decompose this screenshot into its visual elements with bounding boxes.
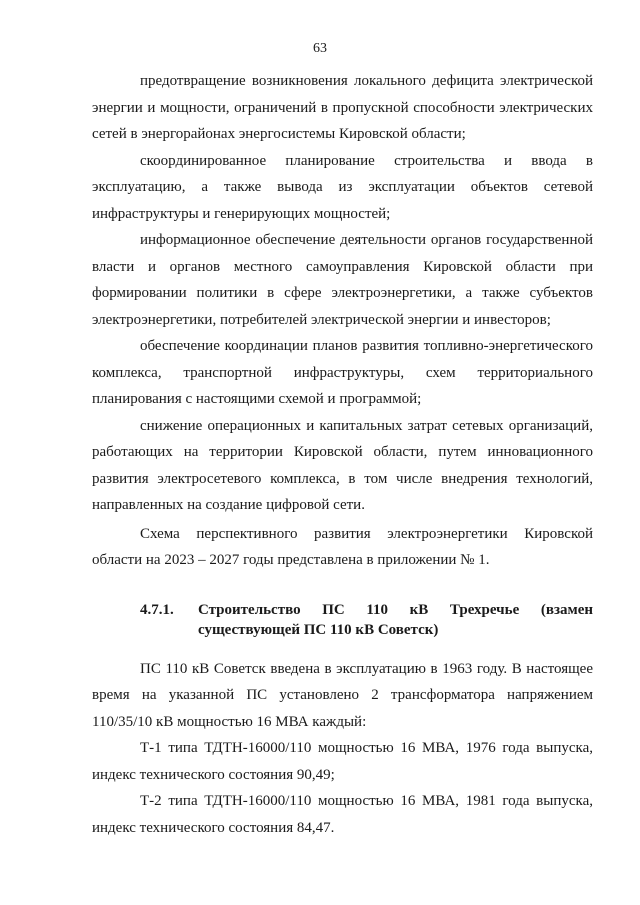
section-heading	[92, 600, 593, 640]
paragraph: информационное обеспечение деятельности органов государственной власти и органов местного самоуправления Кировской области при формировании политики в сфере электроэнергетики, а также субъектов электроэнергетики, потребителей электрической энергии и инвесторов;	[92, 232, 593, 328]
section-number: 4.7.1.	[140, 601, 174, 618]
paragraph: Схема перспективного развития электроэнергетики Кировской области на 2023 – 2027 годы представлена в приложении № 1.	[92, 525, 593, 568]
paragraph: Т-2 типа ТДТН-16000/110 мощностью 16 МВА, 1981 года выпуска, индекс технического состояния 84,47.	[92, 793, 593, 836]
section-title-line: Строительство ПС 110 кВ Трехречье (взамен	[198, 601, 593, 618]
paragraph: скоординированное планирование строительства и ввода в эксплуатацию, а также вывода из эксплуатации объектов сетевой инфраструктуры и генерирующих мощностей;	[92, 152, 593, 222]
paragraph: обеспечение координации планов развития топливно-энергетического комплекса, транспортной инфраструктуры, схем территориального планирования с настоящими схемой и программой;	[92, 338, 593, 407]
paragraph: снижение операционных и капитальных затрат сетевых организаций, работающих на территории Кировской области, путем инновационного развития электросетевого комплекса, в том числе внедрения технологий, направленных на создание цифровой сети.	[92, 417, 593, 513]
paragraph: ПС 110 кВ Советск введена в эксплуатацию в 1963 году. В настоящее время на указанной ПС установлено 2 трансформатора напряжением 110/35/10 кВ мощностью 16 МВА каждый:	[92, 660, 593, 730]
body-text	[92, 68, 593, 841]
paragraph: предотвращение возникновения локального дефицита электрической энергии и мощности, ограничений в пропускной способности электрических сетей в энергорайонах энергосистемы Кировской области;	[92, 73, 593, 142]
paragraph: Т-1 типа ТДТН-16000/110 мощностью 16 МВА, 1976 года выпуска, индекс технического состояния 90,49;	[92, 740, 593, 783]
page-number: 63	[313, 41, 327, 56]
section-title-line: существующей ПС 110 кВ Советск)	[198, 621, 439, 638]
section-title	[198, 600, 593, 640]
